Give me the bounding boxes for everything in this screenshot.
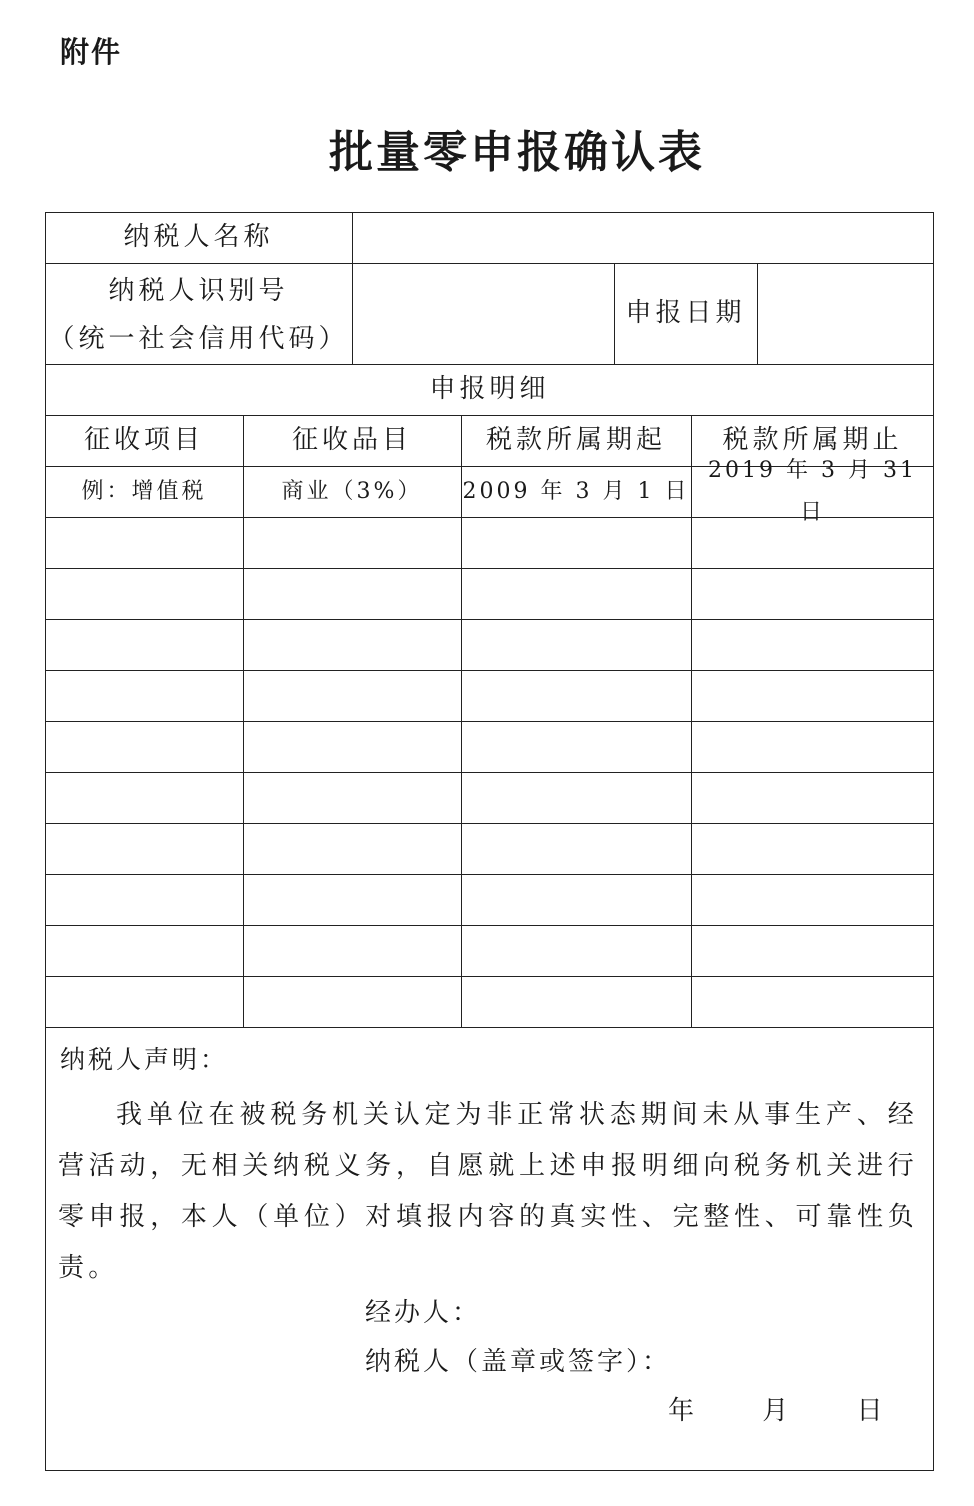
table-row[interactable] <box>45 874 934 925</box>
taxpayer-id-label <box>45 266 352 364</box>
column-header-period-start: 税款所属期起 <box>485 424 666 455</box>
rule <box>45 1027 934 1028</box>
declaration-text: 我单位在被税务机关认定为非正常状态期间未从事生产、经营活动，无相关纳税义务，自愿就上述申报明细向税务机关进行零申报，本人（单位）对填报内容的真实性、完整性、可靠性负责。 <box>58 1100 918 1283</box>
table-row[interactable] <box>45 772 934 823</box>
column-header-tax-item: 征收项目 <box>83 424 204 455</box>
seal-signature-label: 纳税人（盖章或签字）： <box>365 1347 672 1377</box>
handler-label: 经办人： <box>365 1298 482 1328</box>
day-label: 日 <box>856 1396 883 1426</box>
table-row[interactable] <box>45 568 934 619</box>
table-row[interactable] <box>45 823 934 874</box>
column-header-tax-category: 征收品目 <box>291 424 412 455</box>
example-tax-item: 例：增值税 <box>81 478 207 504</box>
example-period-start: 2009 年 3 月 1 日 <box>462 478 690 504</box>
attachment-label: 附件 <box>60 35 123 69</box>
month-label: 月 <box>762 1396 789 1426</box>
taxpayer-name-field[interactable] <box>352 212 934 263</box>
details-section-title: 申报明细 <box>429 373 550 404</box>
table-row[interactable] <box>45 925 934 976</box>
column-header-period-end: 税款所属期止 <box>722 424 903 455</box>
form-title: 批量零申报确认表 <box>329 127 705 178</box>
example-period-end: 2019 年 3 月 31 日 <box>708 457 917 525</box>
declaration-heading: 纳税人声明： <box>60 1045 229 1074</box>
taxpayer-id-label-line1: 纳税人识别号 <box>108 275 289 306</box>
table-row[interactable] <box>45 619 934 670</box>
table-row[interactable] <box>45 517 934 568</box>
table-row[interactable] <box>45 670 934 721</box>
table-row[interactable] <box>45 721 934 772</box>
taxpayer-id-field[interactable] <box>352 263 614 364</box>
declaration-date-label: 申报日期 <box>625 297 746 328</box>
table-row[interactable] <box>45 976 934 1027</box>
taxpayer-name-label: 纳税人名称 <box>123 221 274 252</box>
example-tax-category: 商业（3%） <box>281 478 423 504</box>
taxpayer-id-label-line2: （统一社会信用代码） <box>48 324 349 354</box>
year-label: 年 <box>668 1396 695 1426</box>
sign-date <box>668 1390 913 1427</box>
declaration-date-field[interactable] <box>757 263 934 364</box>
